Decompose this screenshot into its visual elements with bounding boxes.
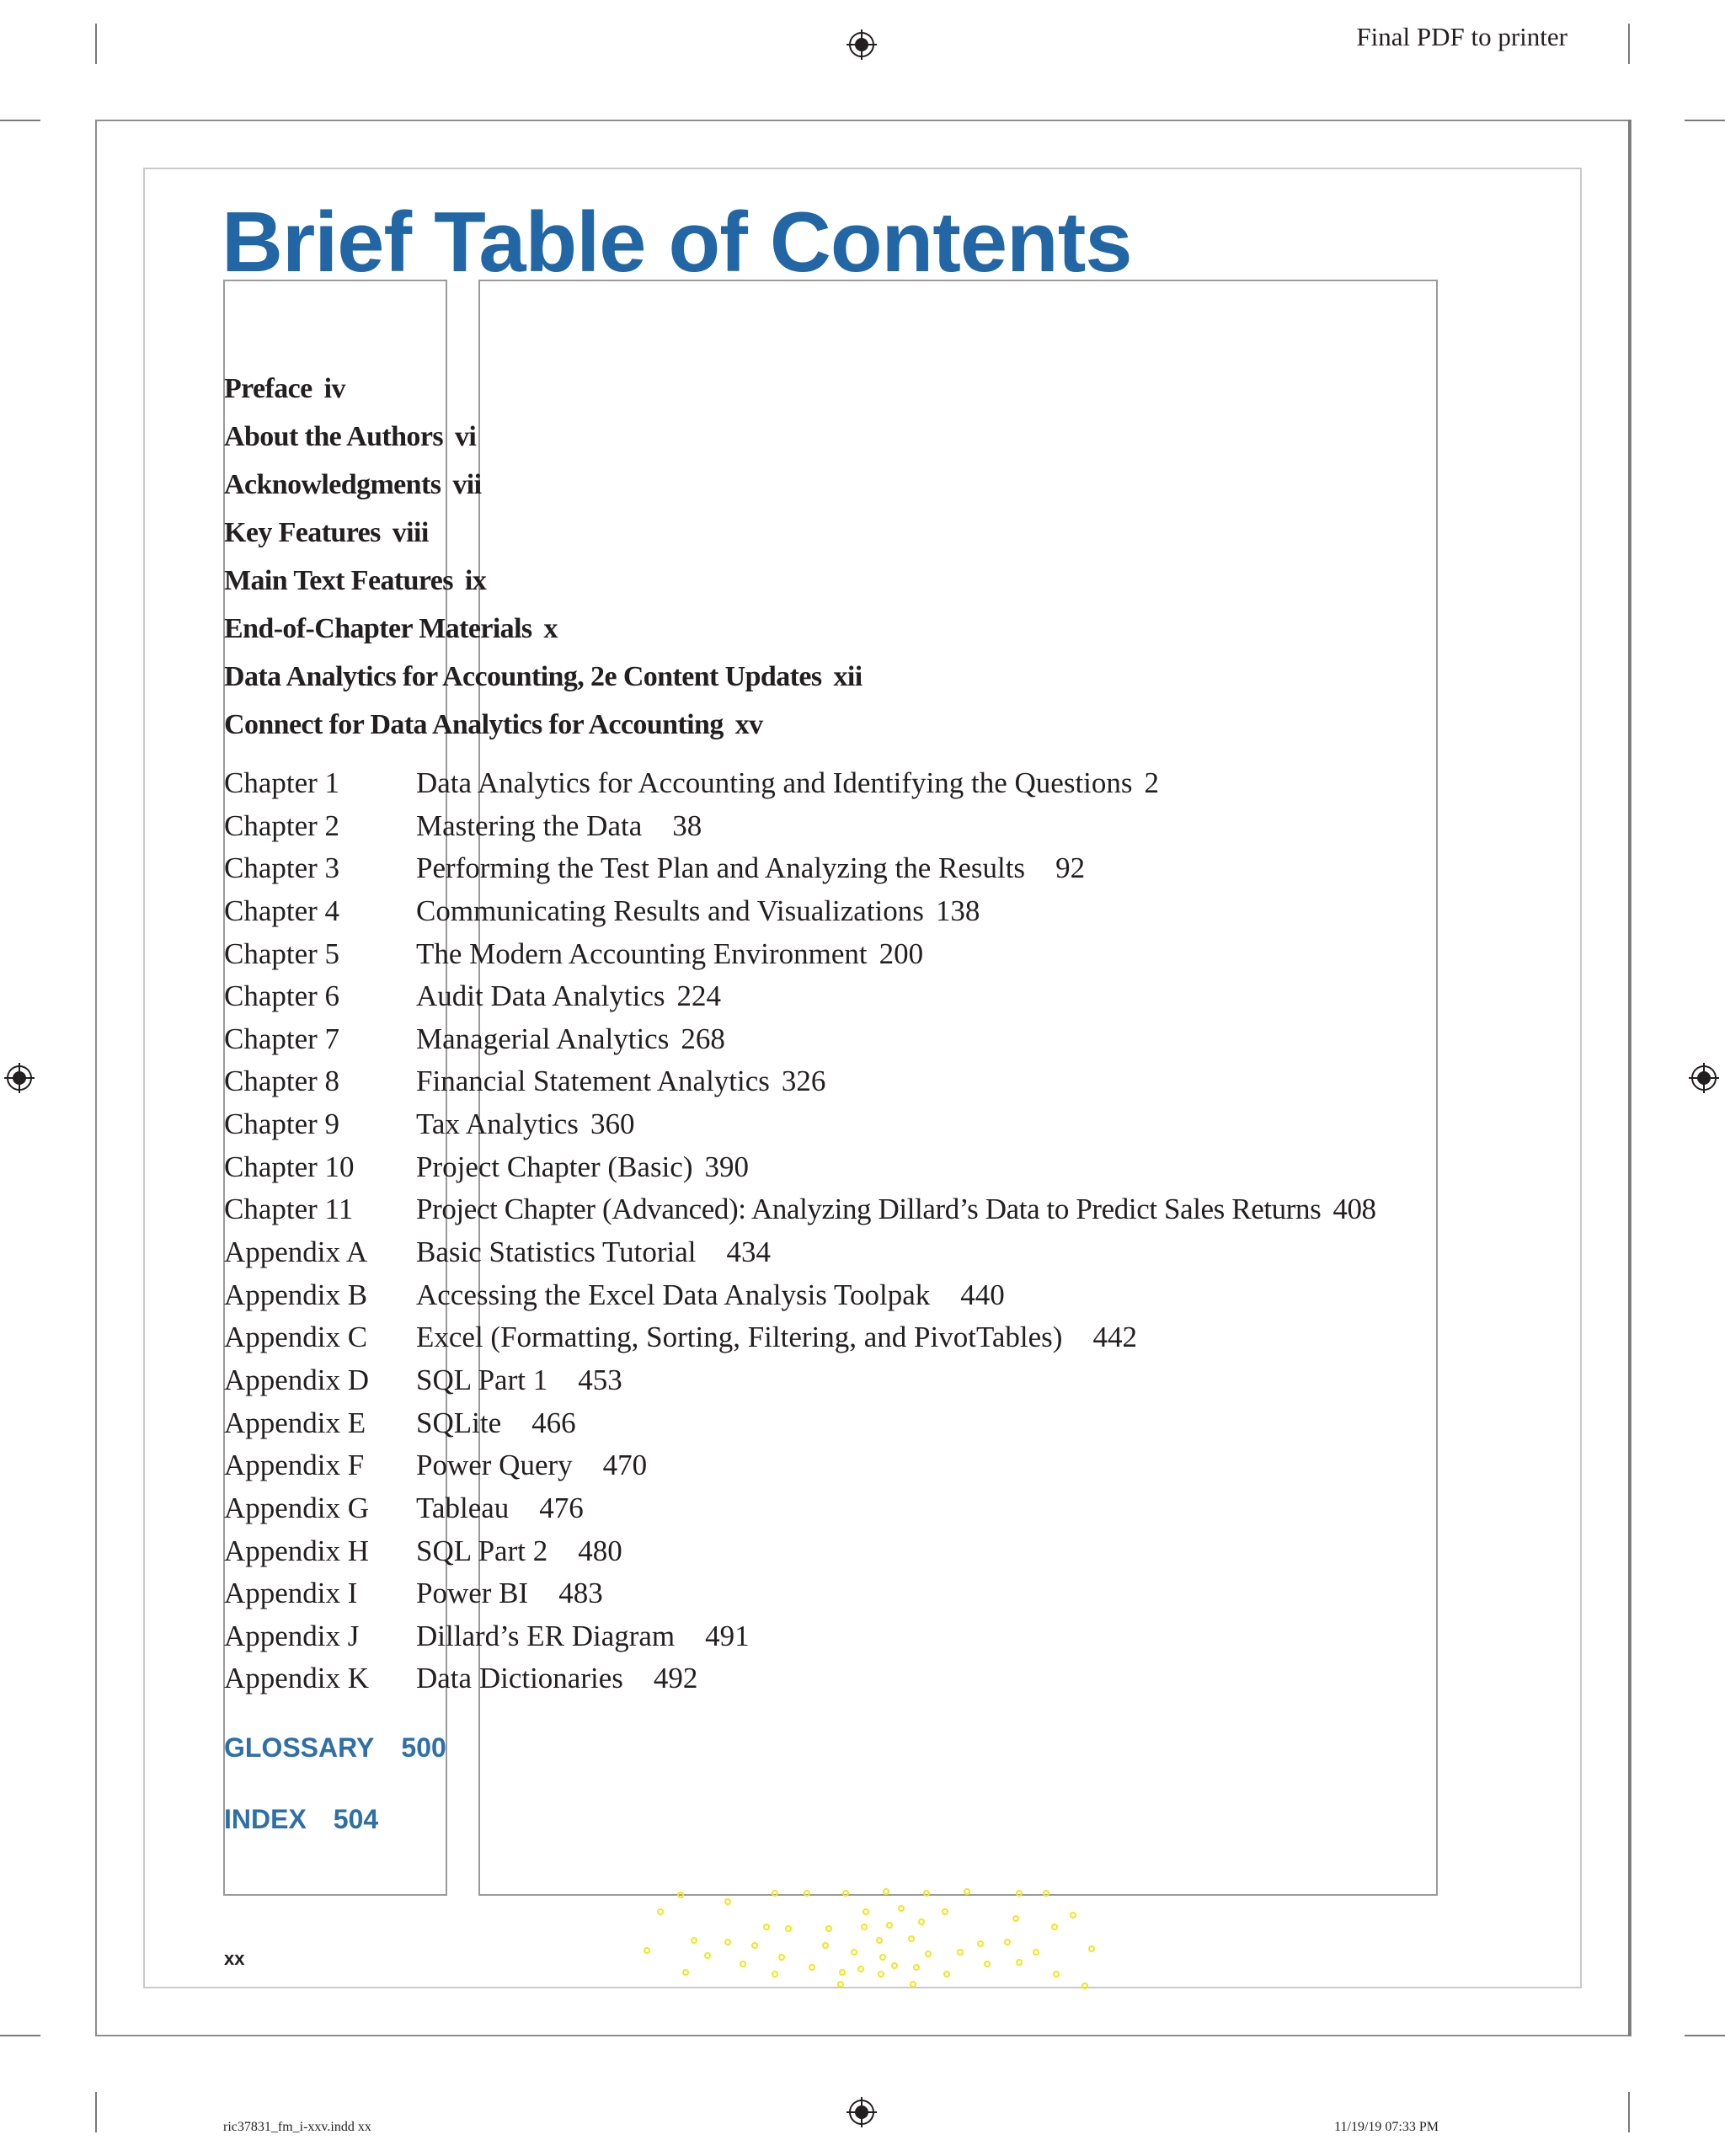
crop-mark	[95, 2092, 97, 2132]
crop-mark	[0, 2035, 40, 2036]
front-matter-item: Connect for Data Analytics for Accounting xv	[224, 709, 763, 740]
crop-mark	[0, 120, 40, 121]
page-title: Brief Table of Contents	[222, 195, 1132, 290]
printer-slug-date: 11/19/19 07:33 PM	[1334, 2120, 1439, 2134]
front-matter-item: Key Features viii	[224, 517, 429, 548]
crop-mark	[1628, 24, 1630, 64]
glossary-entry: GLOSSARY 500	[224, 1732, 446, 1763]
index-entry: INDEX 504	[224, 1804, 379, 1834]
front-matter-item: Main Text Features ix	[224, 565, 487, 596]
trim-frame-edge	[1628, 120, 1631, 2036]
front-matter-item: End-of-Chapter Materials x	[224, 613, 558, 644]
registration-mark-icon	[4, 1063, 35, 1093]
front-matter-item: Preface iv	[224, 373, 345, 404]
front-matter-list	[224, 365, 862, 749]
crop-mark	[1685, 120, 1725, 121]
crop-mark	[95, 24, 97, 64]
printer-slug-file: ric37831_fm_i-xxv.indd xx	[223, 2120, 371, 2134]
crop-mark	[1685, 2035, 1725, 2036]
front-matter-item: About the Authors vi	[224, 421, 477, 452]
front-matter-item: Acknowledgments vii	[224, 469, 482, 500]
page-number: xx	[224, 1948, 245, 1969]
decorative-dot-pattern	[623, 1886, 1103, 1989]
registration-mark-icon	[846, 29, 877, 60]
crop-mark	[1628, 2092, 1630, 2132]
registration-mark-icon	[846, 2097, 877, 2127]
registration-mark-icon	[1689, 1063, 1719, 1093]
front-matter-item: Data Analytics for Accounting, 2e Content Updates xii	[224, 661, 862, 692]
printer-slug-top: Final PDF to printer	[1356, 22, 1567, 51]
